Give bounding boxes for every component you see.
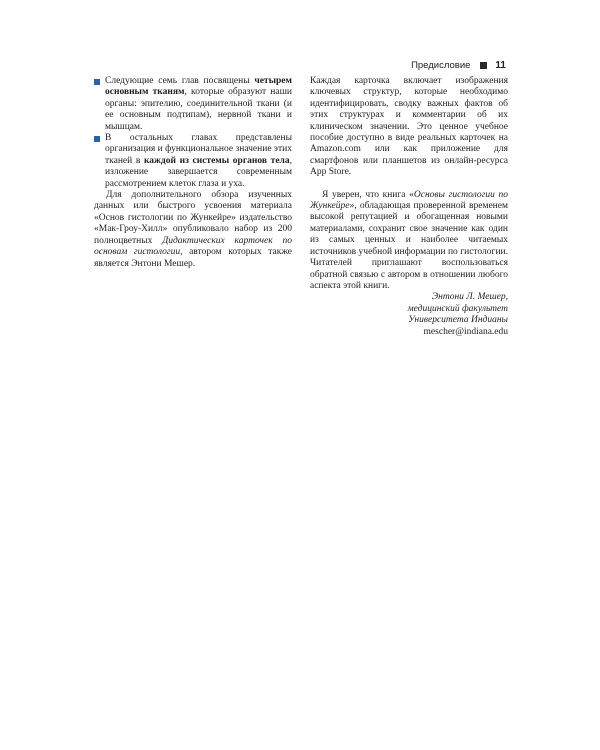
- flashcards-paragraph: Для дополнительного обзора изученных данных или быстрого усвоения материала «Основ гистологии по Жункейре» издательство «Мак-Гроу-Хилл» опубликовало набор из 200 полноцветных Дидактических карточек по основам гистологии, автором которых также является Энтони Мешер.: [94, 190, 292, 269]
- running-head: [411, 60, 506, 71]
- bullet-square-icon: [94, 79, 100, 85]
- author-faculty: медицинский факультет: [407, 303, 508, 314]
- left-column: [94, 76, 292, 270]
- bullet-square-icon: [94, 136, 100, 142]
- right-column: [310, 76, 508, 338]
- section-title: Предисловие: [411, 60, 471, 71]
- author-email: mescher@indiana.edu: [423, 326, 508, 337]
- author-name: Энтони Л. Мешер,: [431, 292, 508, 303]
- list-item: В остальных главах представлены организация и функциональное значение этих тканей в каждой из системы органов тела, изложение завершается современным рассмотрением клеток глаза и уха.: [94, 133, 292, 190]
- author-university: Университета Индианы: [408, 315, 508, 326]
- page-number: 11: [495, 60, 506, 71]
- chapter-list: [94, 76, 292, 190]
- author-signature: [310, 292, 508, 338]
- separator-square-icon: [480, 62, 487, 69]
- list-item: Следующие семь глав посвящены четырем основным тканям, которые образуют наши органы: эпителию, соединительной ткани (и ее основным подтипам), нервной ткани и мышцам.: [94, 76, 292, 133]
- closing-paragraph: Я уверен, что книга «Основы гистологии по Жункейре», обладающая проверенной временем высокой репутацией и обогащенная новыми материалами, сохранит свое значение как один из самых ценных и наиболее читаемых источников учебной информации по гистологии. Читателей приглашают воспользоваться обратной связью с автором в отношении любого аспекта этой книги.: [310, 189, 509, 291]
- flashcards-description: Каждая карточка включает изображения ключевых структур, которые необходимо идентифицировать, сводку важных фактов об этих структурах и комментарии об их клиническом значении. Это ценное учебное пособие доступно в виде реальных карточек на Amazon.com или как приложение для смартфонов или планшетов из онлайн-ресурса App Store.: [310, 76, 508, 178]
